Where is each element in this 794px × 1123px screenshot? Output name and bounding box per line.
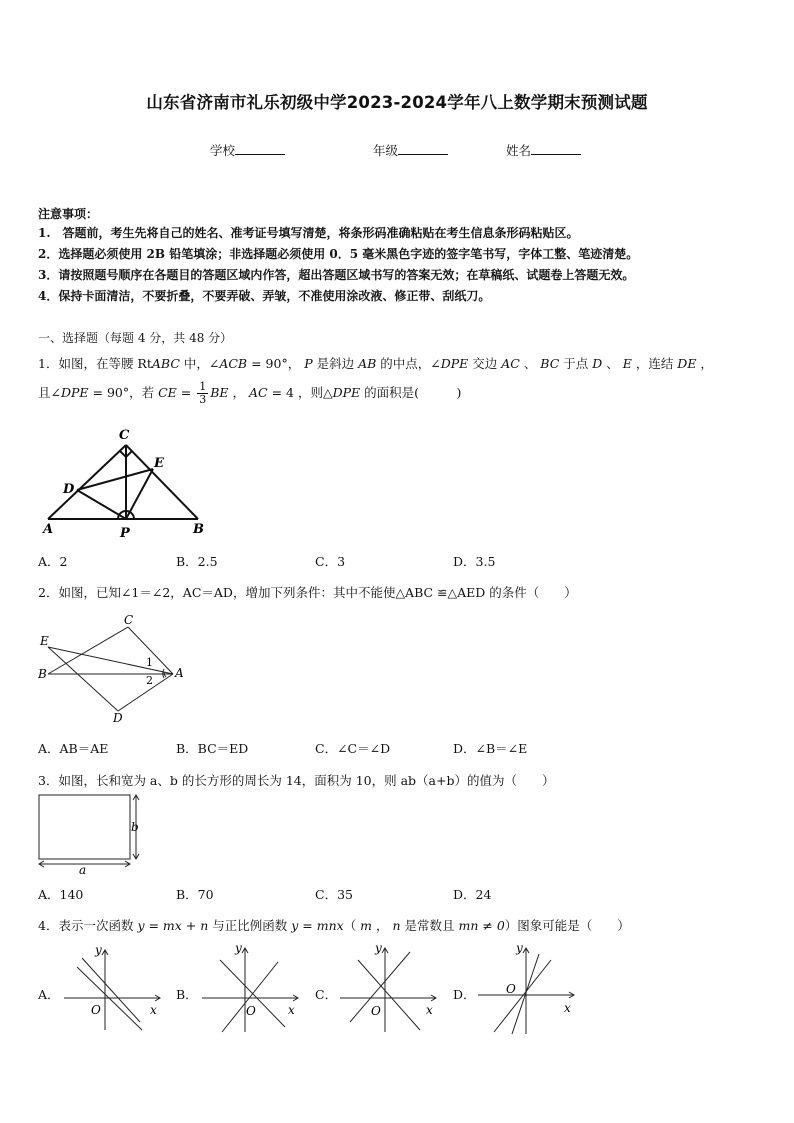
q4-option-c-label: C． <box>315 987 338 1002</box>
q4-option-b-label: B． <box>176 987 198 1002</box>
label-D: D <box>63 482 75 497</box>
label-C: C <box>124 613 134 627</box>
grade-label: 年级 <box>373 143 399 158</box>
option-c: C．∠C＝∠D <box>315 741 391 756</box>
label-A: A <box>43 522 54 537</box>
axis-label-y: y <box>375 942 382 955</box>
axis-label-x: x <box>426 1003 433 1017</box>
question-1-figure <box>38 424 218 542</box>
name-field[interactable] <box>506 141 581 159</box>
notice-item: 4．保持卡面清洁，不要折叠，不要弄破、弄皱，不准使用涂改液、修正带、刮纸刀。 <box>38 289 491 303</box>
axis-label-origin: O <box>91 1003 101 1017</box>
axis-label-y: y <box>516 942 523 955</box>
option-b: B．BC＝ED <box>176 741 249 756</box>
question-4-text: 4．表示一次函数 y = mx + n 与正比例函数 y = mnx（ m ， n 是常数且 mn ≠ 0）图象可能是（ ） <box>38 918 630 933</box>
q4-option-d-label: D． <box>453 987 476 1002</box>
name-label: 姓名 <box>506 143 532 158</box>
label-D: D <box>113 711 123 725</box>
question-1-line-1: 1．如图，在等腰 RtABC 中，∠ACB = 90°， P 是斜边 AB 的中点，∠DPE 交边 AC 、 BC 于点 D 、 E ，连结 DE ， <box>38 356 713 371</box>
name-blank[interactable] <box>531 142 581 155</box>
option-a: A．AB＝AE <box>38 741 109 756</box>
grade-blank[interactable] <box>398 142 448 155</box>
label-P: P <box>120 526 130 541</box>
question-2-text: 2．如图，已知∠1＝∠2，AC＝AD，增加下列条件：其中不能使△ABC ≌△AED 的条件（ ） <box>38 585 577 600</box>
axis-label-origin: O <box>246 1004 256 1018</box>
section-heading: 一、选择题（每题 4 分，共 48 分） <box>38 331 233 345</box>
notice-heading: 注意事项： <box>38 207 99 221</box>
label-B: B <box>38 667 47 681</box>
school-field[interactable] <box>210 141 285 159</box>
grade-field[interactable] <box>373 141 448 159</box>
school-blank[interactable] <box>235 142 285 155</box>
q4-graph-b <box>200 942 306 1037</box>
fraction: $\frac{1}{3}$ <box>199 380 207 406</box>
option-d: D．3.5 <box>453 554 496 569</box>
question-3-figure <box>36 792 150 876</box>
label-b: b <box>131 820 139 834</box>
notice-item: 1. 答题前，考生先将自己的姓名、准考证号填写清楚，将条形码准确粘贴在考生信息条形码粘贴区。 <box>38 226 579 240</box>
q4-option-a-label: A． <box>38 987 60 1002</box>
option-c: C．35 <box>315 887 353 902</box>
question-1-line-2: 且∠DPE = 90°，若 CE = $\frac{1}{3}$ BE ， AC = 4 ，则△DPE 的面积是( ) <box>38 380 462 406</box>
q4-graph-c <box>338 942 444 1037</box>
label-A: A <box>175 666 184 680</box>
axis-label-y: y <box>235 942 242 955</box>
label-a: a <box>79 863 87 876</box>
axis-label-x: x <box>564 1001 571 1015</box>
axis-label-origin: O <box>371 1004 381 1018</box>
school-label: 学校 <box>210 143 236 158</box>
option-a: A．140 <box>38 887 84 902</box>
option-a: A．2 <box>38 554 68 569</box>
label-angle-2: 2 <box>146 674 153 687</box>
question-3-text: 3．如图，长和宽为 a、b 的长方形的周长为 14，面积为 10，则 ab（a+b）的值为（ ） <box>38 773 555 788</box>
page-title: 山东省济南市礼乐初级中学2023-2024学年八上数学期末预测试题 <box>146 93 648 112</box>
option-b: B．70 <box>176 887 214 902</box>
option-b: B．2.5 <box>176 554 218 569</box>
axis-label-origin: O <box>506 982 516 996</box>
q4-graph-a <box>62 942 168 1037</box>
label-C: C <box>119 428 130 443</box>
option-d: D．24 <box>453 887 492 902</box>
option-c: C．3 <box>315 554 346 569</box>
axis-label-x: x <box>150 1003 157 1017</box>
question-2-figure <box>38 610 186 725</box>
axis-label-x: x <box>288 1003 295 1017</box>
q4-graph-d <box>476 942 582 1037</box>
label-E: E <box>154 456 164 471</box>
option-d: D．∠B＝∠E <box>453 741 528 756</box>
label-angle-1: 1 <box>146 656 153 669</box>
notice-item: 3．请按照题号顺序在各题目的答题区域内作答，超出答题区域书写的答案无效；在草稿纸、试题卷上答题无效。 <box>38 268 635 282</box>
axis-label-y: y <box>95 943 102 957</box>
notice-item: 2．选择题必须使用 2B 铅笔填涂；非选择题必须使用 0．5 毫米黑色字迹的签字笔书写，字体工整、笔迹清楚。 <box>38 247 639 261</box>
label-B: B <box>193 522 204 537</box>
label-E: E <box>40 634 49 648</box>
